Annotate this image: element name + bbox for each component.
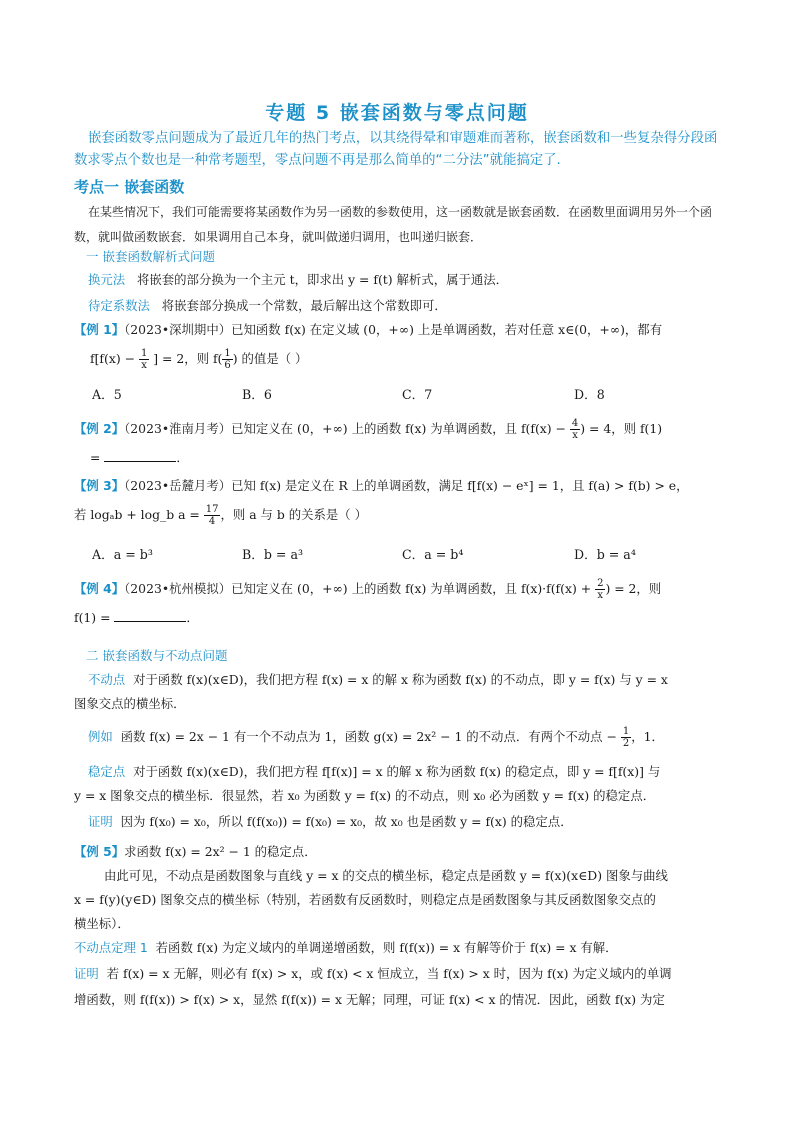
method-undetermined-coefficient (88, 296, 447, 314)
term-proof: 证明 (88, 814, 113, 829)
example-2-source: （2023•淮南月考） (124, 421, 232, 436)
fraction-denominator: 2 (622, 738, 630, 749)
example-4-line-1 (74, 578, 661, 601)
example-1-source: （2023•深圳期中） (124, 322, 232, 337)
example-3-source: （2023•岳麓月考） (124, 478, 232, 493)
example-4-line-2: f(1) = ． (74, 610, 199, 625)
example-2-answer-blank (104, 449, 176, 462)
example-2-text-b: ) = 4，则 f(1) (580, 421, 663, 436)
intro-paragraph: 嵌套函数零点问题成为了最近几年的热门考点，以其绕得晕和审题难而著称，嵌套函数和一些复杂得分段函数求零点个数也是一种常考题型，零点问题不再是那么简单的“二分法”就能搞定了. (74, 131, 718, 168)
example-2-line-2: = ． (90, 450, 189, 465)
fraction-numerator: 1 (224, 348, 231, 359)
fixed-point-definition-line-1 (88, 670, 668, 688)
term-theorem: 不动点定理 1 (74, 940, 148, 955)
example-1-line-2 (90, 348, 307, 371)
example-4-text-b: ) = 2，则 (605, 581, 662, 596)
theorem-line (74, 938, 618, 956)
subsection-heading-fixed-point: 二 嵌套函数与不动点问题 (86, 648, 228, 663)
fraction-numerator: 2 (597, 578, 604, 589)
note-line-3: 横坐标）． (74, 916, 130, 931)
fraction-numerator: 1 (622, 726, 630, 737)
example-1-option-c: C．7 (402, 387, 433, 402)
term-substitution: 换元法 (88, 272, 126, 287)
example-3-option-a: A．a = b³ (92, 547, 153, 562)
example-4-label: 【例 4】 (74, 581, 125, 596)
example-3-text: 已知 f(x) 是定义在 R 上的单调函数，满足 f[f(x) − eˣ] = 1，且 f(a) > f(b) > e， (231, 478, 689, 493)
term-stable-point: 稳定点 (88, 764, 126, 779)
fraction-denominator: 6 (224, 360, 231, 371)
example-5-text: 求函数 f(x) = 2x² − 1 的稳定点． (124, 844, 317, 859)
proof2-line-2: 增函数，则 f(f(x)) > f(x) > x，显然 f(f(x)) = x 无解；同理，可证 f(x) < x 的情况．因此，函数 f(x) 为定 (74, 992, 665, 1007)
example-3-label: 【例 3】 (74, 478, 125, 493)
example-3-option-d: D．b = a⁴ (574, 547, 636, 562)
example-1-expr-a: f[f(x) − (90, 351, 135, 366)
example-3-option-c: C．a = b⁴ (402, 547, 464, 562)
method-substitution-text: 将嵌套的部分换为一个主元 t，即求出 y = f(t) 解析式，属于通法． (137, 272, 509, 287)
stable-point-definition-line-1 (88, 762, 660, 780)
term-proof-2: 证明 (74, 966, 99, 981)
fixed-point-text-1: 对于函数 f(x)(x∈D)，我们把方程 f(x) = x 的解 x 称为函数 f(x) 的不动点，即 y = f(x) 与 y = x (133, 672, 668, 687)
example-1-line-1 (74, 320, 662, 338)
example-1-option-a: A．5 (92, 387, 122, 402)
fixed-point-example-text: 函数 f(x) = 2x − 1 有一个不动点为 1，函数 g(x) = 2x² − 1 的不动点．有两个不动点 − (120, 729, 617, 744)
term-undetermined-coefficient: 待定系数法 (88, 298, 150, 313)
fraction-denominator: x (597, 590, 604, 601)
note-line-1: 由此可见，不动点是函数图象与直线 y = x 的交点的横坐标，稳定点是函数 y = f(x)(x∈D) 图象与曲线 (104, 868, 668, 883)
example-2-line-1 (74, 418, 662, 441)
example-3-expr-a: 若 logₐb + log_b a = (74, 507, 200, 522)
fixed-point-example (88, 726, 664, 749)
example-4-text: 已知定义在 (0，+∞) 上的函数 f(x) 为单调函数，且 f(x)·f(f(x) + (231, 581, 592, 596)
proof-line (88, 812, 573, 830)
fixed-point-definition-line-2: 图象交点的横坐标． (74, 696, 186, 711)
example-4-source: （2023•杭州模拟） (124, 581, 232, 596)
example-3-option-b: B．b = a³ (242, 547, 304, 562)
definition-paragraph: 在某些情况下，我们可能需要将某函数作为另一函数的参数使用，这一函数就是嵌套函数．在函数里面调用另外一个函数，就叫做函数嵌套．如果调用自己本身，就叫做递归调用，也叫递归嵌套． (74, 205, 713, 244)
method-substitution (88, 270, 508, 288)
proof-text: 因为 f(x₀) = x₀，所以 f(f(x₀)) = f(x₀) = x₀，故 x₀ 也是函数 y = f(x) 的稳定点． (120, 814, 573, 829)
example-2-label: 【例 2】 (74, 421, 125, 436)
example-1-option-b: B．6 (242, 387, 272, 402)
example-2-answer-prefix: = (90, 450, 105, 465)
method-undetermined-coefficient-text: 将嵌套部分换成一个常数，最后解出这个常数即可． (161, 298, 447, 313)
fraction-two-over-x (595, 578, 605, 601)
term-fixed-point: 不动点 (88, 672, 126, 687)
example-3-expr-b: ，则 a 与 b 的关系是（ ） (220, 507, 368, 522)
fraction-numerator: 4 (571, 418, 579, 429)
section-heading-nested-function: 考点一 嵌套函数 (74, 178, 185, 196)
note-line-2: x = f(y)(y∈D) 图象交点的横坐标（特别，若函数有反函数时，则稳定点是函数图象与其反函数图象交点的 (74, 892, 656, 907)
fraction-numerator: 1 (140, 348, 148, 359)
proof2-text-1: 若 f(x) = x 无解，则必有 f(x) > x，或 f(x) < x 恒成立，当 f(x) > x 时，因为 f(x) 为定义域内的单调 (106, 966, 672, 981)
stable-point-definition-line-2: y = x 图象交点的横坐标．很显然，若 x₀ 为函数 y = f(x) 的不动点，则 x₀ 必为函数 y = f(x) 的稳定点． (74, 788, 656, 803)
example-1-option-d: D．8 (574, 387, 605, 402)
example-5-label: 【例 5】 (74, 844, 125, 859)
example-1-text: 已知函数 f(x) 在定义域 (0，+∞) 上是单调函数，若对任意 x∈(0，+∞)，都有 (231, 322, 663, 337)
page-title: 专题 5 嵌套函数与零点问题 (265, 102, 529, 124)
proof2-line-1 (74, 964, 671, 982)
fixed-point-example-text-b: ，1． (631, 729, 664, 744)
fraction-denominator: x (572, 430, 578, 441)
fraction-four-over-x (570, 418, 580, 441)
term-example: 例如 (88, 729, 113, 744)
example-3-line-1 (74, 476, 689, 494)
fraction-one-over-two (621, 726, 631, 749)
example-1-label: 【例 1】 (74, 322, 125, 337)
example-4-answer-prefix: f(1) = (74, 610, 115, 625)
subsection-heading-analytic: 一 嵌套函数解析式问题 (86, 249, 215, 264)
fraction-numerator: 17 (205, 504, 219, 515)
fraction-one-over-six (222, 348, 232, 371)
fraction-denominator: x (141, 360, 147, 371)
example-5-line (74, 842, 317, 860)
example-1-expr-b: ] = 2，则 f( (153, 351, 223, 366)
example-4-answer-blank (114, 609, 186, 622)
example-3-line-2 (74, 504, 367, 527)
fraction-seventeen-over-four (204, 504, 221, 527)
example-2-text: 已知定义在 (0，+∞) 上的函数 f(x) 为单调函数，且 f(f(x) − (231, 421, 566, 436)
fraction-denominator: 4 (208, 516, 216, 527)
stable-point-text-1: 对于函数 f(x)(x∈D)，我们把方程 f[f(x)] = x 的解 x 称为函数 f(x) 的稳定点，即 y = f[f(x)] 与 (133, 764, 661, 779)
example-1-expr-c: ) 的值是（ ） (232, 351, 308, 366)
theorem-text: 若函数 f(x) 为定义域内的单调递增函数，则 f(f(x)) = x 有解等价于 f(x) = x 有解． (155, 940, 618, 955)
fraction-one-over-x (139, 348, 149, 371)
